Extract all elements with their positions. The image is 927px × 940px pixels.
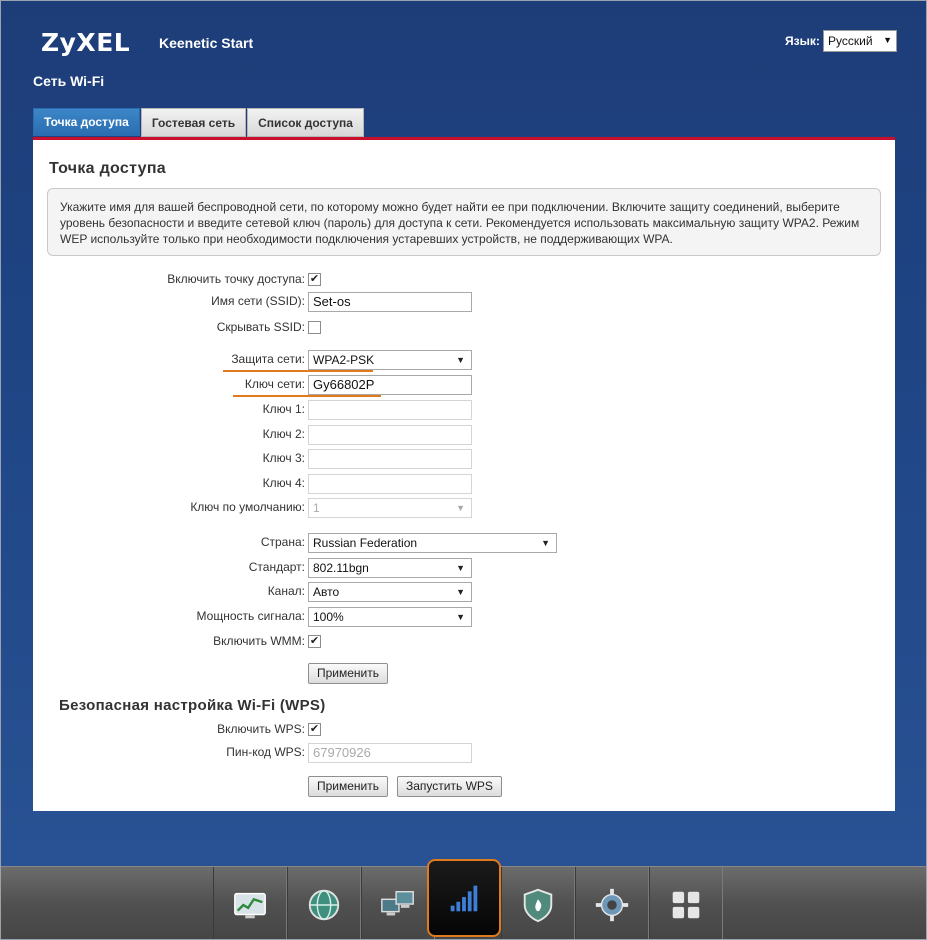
bottom-dock xyxy=(1,866,927,940)
key4-label: Ключ 4: xyxy=(262,476,305,490)
dock-wifi-button[interactable] xyxy=(427,859,501,937)
row-channel xyxy=(33,582,895,602)
default-key-select[interactable] xyxy=(308,498,472,518)
row-key2 xyxy=(33,425,895,445)
monitor-chart-icon xyxy=(231,886,269,924)
language-select-value: Русский xyxy=(828,34,873,48)
wifi-signal-bars-icon xyxy=(445,879,483,917)
key1-input[interactable] xyxy=(308,400,472,420)
dock-monitor-button[interactable] xyxy=(213,867,287,940)
shield-icon xyxy=(519,886,557,924)
wmm-label: Включить WMM: xyxy=(213,634,305,648)
country-label: Страна: xyxy=(260,535,305,549)
row-key1 xyxy=(33,400,895,420)
gear-icon xyxy=(593,886,631,924)
dock-security-button[interactable] xyxy=(501,867,575,940)
header xyxy=(1,1,926,106)
enable-wps-checkbox[interactable]: ✔ xyxy=(309,723,320,735)
standard-select[interactable] xyxy=(308,558,472,578)
row-enable-ap xyxy=(33,270,895,290)
computers-network-icon xyxy=(379,886,417,924)
product-name: Keenetic Start xyxy=(159,35,254,51)
dock-apps-button[interactable] xyxy=(649,867,723,940)
settings-panel xyxy=(33,137,895,811)
hide-ssid-label: Скрывать SSID: xyxy=(216,320,305,334)
chevron-down-icon: ▼ xyxy=(456,612,465,622)
row-key3 xyxy=(33,449,895,469)
standard-select-value: 802.11bgn xyxy=(313,561,369,575)
row-key4 xyxy=(33,474,895,494)
hide-ssid-checkbox[interactable] xyxy=(308,321,321,334)
language-select[interactable] xyxy=(823,30,897,52)
tab-bar xyxy=(33,108,365,137)
key4-input[interactable] xyxy=(308,474,472,494)
channel-select[interactable] xyxy=(308,582,472,602)
info-box: Укажите имя для вашей беспроводной сети, по которому можно будет найти ее при подключении. Включите защиту соединений, выберите уровень безопасности и введите сетевой ключ (пароль) для доступа к сети. Рекомендуется использовать максимальную защиту WPA2. Режим WEP используйте только при необходимости подключения устаревших устройств, не поддерживающих WPA. xyxy=(47,188,881,256)
globe-icon xyxy=(305,886,343,924)
wps-pin-input[interactable]: 67970926 xyxy=(308,743,472,763)
dock-home-network-button[interactable] xyxy=(361,867,435,940)
row-wmm xyxy=(33,632,895,652)
row-enable-wps xyxy=(33,720,895,740)
language-label: Язык: xyxy=(785,34,820,48)
standard-label: Стандарт: xyxy=(248,560,305,574)
chevron-down-icon: ▼ xyxy=(883,35,892,45)
default-key-label: Ключ по умолчанию: xyxy=(190,500,305,514)
row-standard xyxy=(33,558,895,578)
start-wps-button[interactable]: Запустить WPS xyxy=(397,776,502,797)
channel-label: Канал: xyxy=(267,584,305,598)
chevron-down-icon: ▼ xyxy=(456,503,465,513)
default-key-select-value: 1 xyxy=(313,501,320,515)
row-network-key xyxy=(33,375,895,395)
signal-power-select[interactable] xyxy=(308,607,472,627)
ssid-input[interactable]: Set-os xyxy=(308,292,472,312)
country-select[interactable] xyxy=(308,533,557,553)
section-title: Точка доступа xyxy=(49,160,166,177)
row-ssid xyxy=(33,292,895,312)
tab-access-point[interactable]: Точка доступа xyxy=(33,108,140,136)
wmm-checkbox[interactable]: ✔ xyxy=(309,635,320,647)
security-select[interactable] xyxy=(308,350,472,370)
row-hide-ssid xyxy=(33,318,895,338)
row-default-key xyxy=(33,498,895,518)
wps-section-title: Безопасная настройка Wi-Fi (WPS) xyxy=(59,697,326,714)
highlight-underline-key xyxy=(233,395,381,397)
security-label: Защита сети: xyxy=(231,352,305,366)
row-signal-power xyxy=(33,607,895,627)
key1-label: Ключ 1: xyxy=(262,402,305,416)
key3-label: Ключ 3: xyxy=(262,451,305,465)
apps-grid-icon xyxy=(667,886,705,924)
highlight-underline-security xyxy=(223,370,373,372)
enable-ap-checkbox[interactable]: ✔ xyxy=(309,273,320,285)
page-title: Сеть Wi-Fi xyxy=(33,73,105,89)
chevron-down-icon: ▼ xyxy=(456,587,465,597)
network-key-label: Ключ сети: xyxy=(244,377,305,391)
wps-pin-label: Пин-код WPS: xyxy=(226,745,305,759)
chevron-down-icon: ▼ xyxy=(456,355,465,365)
key3-input[interactable] xyxy=(308,449,472,469)
dock-system-button[interactable] xyxy=(575,867,649,940)
chevron-down-icon: ▼ xyxy=(456,563,465,573)
enable-ap-label: Включить точку доступа: xyxy=(167,272,305,286)
tab-access-list[interactable]: Список доступа xyxy=(247,108,364,137)
wps-apply-button[interactable]: Применить xyxy=(308,776,388,797)
key2-input[interactable] xyxy=(308,425,472,445)
network-key-input[interactable]: Gy66802P xyxy=(308,375,472,395)
apply-button[interactable]: Применить xyxy=(308,663,388,684)
channel-select-value: Авто xyxy=(313,585,340,599)
row-country xyxy=(33,533,895,553)
row-security xyxy=(33,350,895,370)
enable-wps-label: Включить WPS: xyxy=(217,722,305,736)
security-select-value: WPA2-PSK xyxy=(313,353,375,367)
row-wps-pin xyxy=(33,743,895,763)
signal-power-label: Мощность сигнала: xyxy=(196,609,305,623)
tab-guest-network[interactable]: Гостевая сеть xyxy=(141,108,246,137)
key2-label: Ключ 2: xyxy=(262,427,305,441)
brand-logo: ZyXEL xyxy=(41,28,131,57)
chevron-down-icon: ▼ xyxy=(541,538,550,548)
signal-power-select-value: 100% xyxy=(313,610,344,624)
country-select-value: Russian Federation xyxy=(313,536,418,550)
dock-internet-button[interactable] xyxy=(287,867,361,940)
ssid-label: Имя сети (SSID): xyxy=(211,294,305,308)
